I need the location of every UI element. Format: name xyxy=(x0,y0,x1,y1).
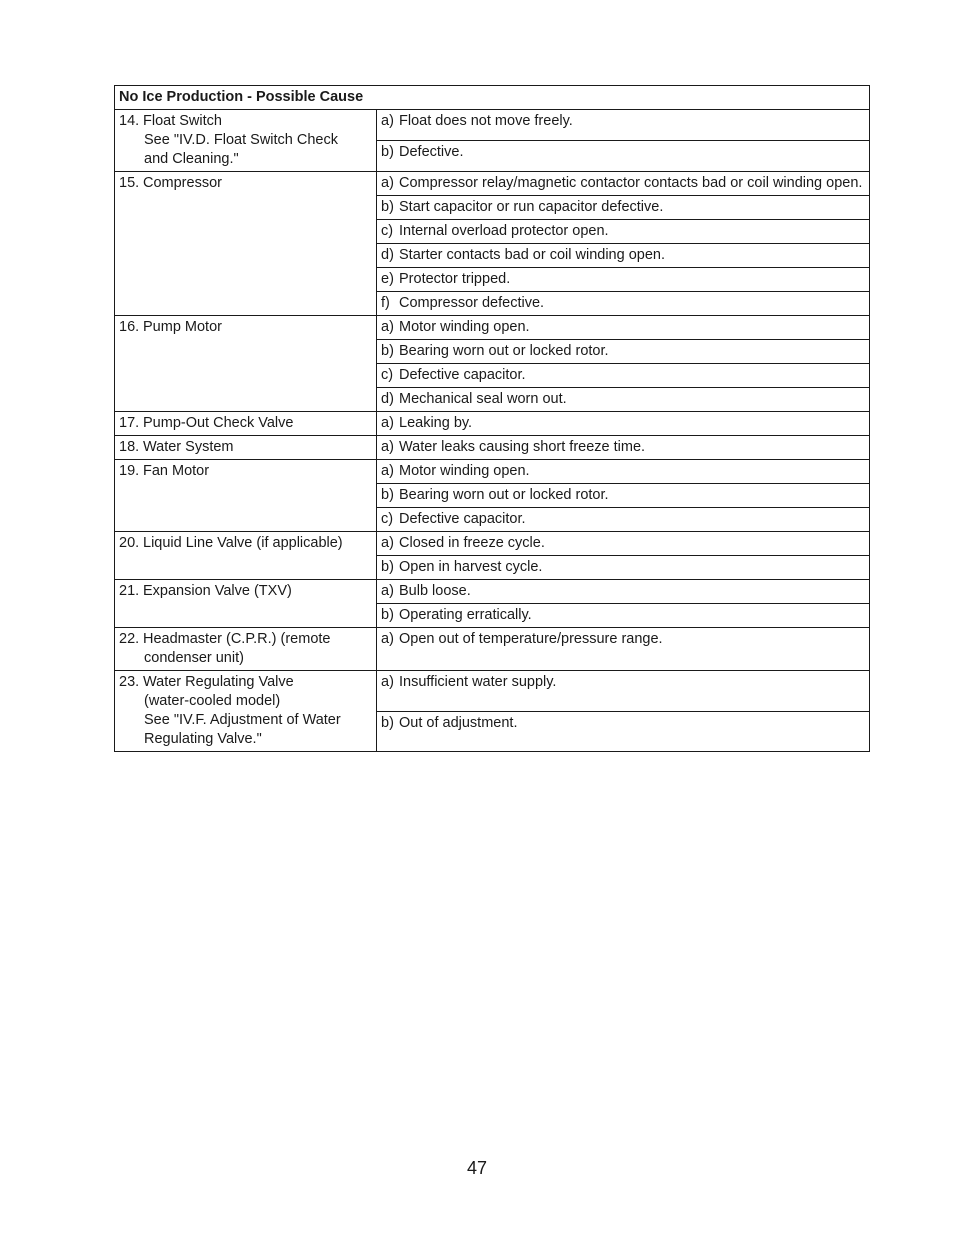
remedy-cell xyxy=(377,141,870,172)
remedy-letter: c) xyxy=(381,223,394,239)
remedy-text: Closed in freeze cycle. xyxy=(399,535,545,551)
remedy-letter: a) xyxy=(381,415,394,431)
remedy-item xyxy=(381,318,865,337)
remedy-text: Leaking by. xyxy=(399,415,473,431)
cause-cell xyxy=(115,412,377,436)
cause-cell xyxy=(115,580,377,628)
cause-number: 21. xyxy=(119,583,140,599)
remedy-item xyxy=(381,630,865,649)
cause-cell xyxy=(115,628,377,671)
cause-cell xyxy=(115,460,377,532)
cause-cell xyxy=(115,110,377,172)
remedy-text: Protector tripped. xyxy=(399,271,511,287)
cause-name: Liquid Line Valve (if applicable) xyxy=(143,535,343,551)
remedy-text: Compressor defective. xyxy=(399,295,545,311)
table-header: No Ice Production - Possible Cause xyxy=(115,86,870,110)
cause-note: (water-cooled model) xyxy=(144,693,281,709)
remedy-text: Open in harvest cycle. xyxy=(399,559,543,575)
remedy-cell xyxy=(377,388,870,412)
remedy-letter: c) xyxy=(381,511,394,527)
remedy-item xyxy=(381,112,865,131)
cause-title xyxy=(119,630,372,649)
table-row xyxy=(115,436,870,460)
remedy-text: Out of adjustment. xyxy=(399,714,518,731)
cause-cell xyxy=(115,316,377,412)
remedy-text: Starter contacts bad or coil winding open. xyxy=(399,247,665,263)
remedy-letter: a) xyxy=(381,674,394,690)
remedy-letter: d) xyxy=(381,391,394,407)
remedy-letter: b) xyxy=(381,199,394,215)
cause-number: 18. xyxy=(119,439,140,455)
cause-title xyxy=(119,582,372,601)
remedy-text: Compressor relay/magnetic contactor contacts bad or coil winding open. xyxy=(399,175,863,191)
remedy-text: Operating erratically. xyxy=(399,607,532,623)
cause-name: Compressor xyxy=(143,175,222,191)
remedy-letter: d) xyxy=(381,247,394,263)
cause-title xyxy=(119,112,372,131)
cause-number: 17. xyxy=(119,415,140,431)
remedy-item xyxy=(381,198,865,217)
remedy-cell xyxy=(377,460,870,484)
remedy-item xyxy=(381,414,865,433)
remedy-letter: b) xyxy=(381,487,394,503)
remedy-letter: b) xyxy=(381,714,394,731)
cause-title xyxy=(119,318,372,337)
remedy-cell xyxy=(377,580,870,604)
remedy-letter: a) xyxy=(381,175,394,191)
cause-name: Float Switch xyxy=(143,113,222,129)
cause-cell xyxy=(115,436,377,460)
cause-note: condenser unit) xyxy=(144,650,244,666)
remedy-letter: b) xyxy=(381,559,394,575)
remedy-text: Start capacitor or run capacitor defective. xyxy=(399,199,664,215)
remedy-item xyxy=(381,673,865,692)
table-header-row xyxy=(115,86,870,110)
cause-cell xyxy=(115,172,377,316)
remedy-text: Water leaks causing short freeze time. xyxy=(399,439,646,455)
remedy-item xyxy=(381,558,865,577)
remedy-item xyxy=(381,714,865,733)
cause-number: 19. xyxy=(119,463,140,479)
remedy-item xyxy=(381,143,865,162)
remedy-item xyxy=(381,294,865,313)
remedy-text: Bearing worn out or locked rotor. xyxy=(399,487,609,503)
table-row xyxy=(115,460,870,484)
page-number: 47 xyxy=(466,1158,488,1178)
cause-note: See "IV.F. Adjustment of Water xyxy=(144,712,341,728)
remedy-text: Defective capacitor. xyxy=(399,367,526,383)
remedy-cell xyxy=(377,244,870,268)
table-row xyxy=(115,671,870,712)
remedy-cell xyxy=(377,484,870,508)
cause-number: 22. xyxy=(119,631,140,647)
table-row xyxy=(115,316,870,340)
remedy-letter: a) xyxy=(381,535,394,551)
remedy-item xyxy=(381,510,865,529)
remedy-cell xyxy=(377,110,870,141)
remedy-item xyxy=(381,342,865,361)
remedy-item xyxy=(381,486,865,505)
remedy-cell xyxy=(377,436,870,460)
cause-title xyxy=(119,438,372,457)
remedy-item xyxy=(381,246,865,265)
cause-note: See "IV.D. Float Switch Check xyxy=(144,132,339,148)
cause-cell xyxy=(115,532,377,580)
cause-name: Headmaster (C.P.R.) (remote xyxy=(143,631,331,647)
remedy-letter: a) xyxy=(381,319,394,335)
remedy-cell xyxy=(377,628,870,671)
remedy-item xyxy=(381,534,865,553)
remedy-letter: a) xyxy=(381,113,394,129)
remedy-text: Open out of temperature/pressure range. xyxy=(399,631,663,647)
cause-number: 23. xyxy=(119,674,140,690)
remedy-cell xyxy=(377,604,870,628)
remedy-item xyxy=(381,366,865,385)
remedy-cell xyxy=(377,556,870,580)
table-row xyxy=(115,580,870,604)
remedy-letter: f) xyxy=(381,295,390,311)
cause-name: Water System xyxy=(143,439,234,455)
cause-name: Expansion Valve (TXV) xyxy=(143,583,292,599)
remedy-text: Mechanical seal worn out. xyxy=(399,391,567,407)
remedy-letter: b) xyxy=(381,343,394,359)
remedy-item xyxy=(381,222,865,241)
remedy-cell xyxy=(377,508,870,532)
remedy-letter: a) xyxy=(381,631,394,647)
remedy-item xyxy=(381,582,865,601)
cause-cell xyxy=(115,671,377,752)
remedy-text: Motor winding open. xyxy=(399,319,530,335)
remedy-item xyxy=(381,174,865,193)
remedy-letter: c) xyxy=(381,367,394,383)
remedy-letter: a) xyxy=(381,439,394,455)
remedy-item xyxy=(381,438,865,457)
remedy-cell xyxy=(377,340,870,364)
remedy-text: Bearing worn out or locked rotor. xyxy=(399,343,609,359)
troubleshooting-table xyxy=(114,85,870,752)
remedy-item xyxy=(381,606,865,625)
remedy-text: Internal overload protector open. xyxy=(399,223,609,239)
remedy-cell xyxy=(377,671,870,712)
cause-title xyxy=(119,174,372,193)
remedy-text: Bulb loose. xyxy=(399,583,471,599)
cause-number: 14. xyxy=(119,113,140,129)
remedy-text: Defective capacitor. xyxy=(399,511,526,527)
cause-note: and Cleaning." xyxy=(144,151,239,167)
cause-name: Pump Motor xyxy=(143,319,222,335)
remedy-cell xyxy=(377,364,870,388)
cause-title xyxy=(119,414,372,433)
remedy-cell xyxy=(377,711,870,752)
remedy-item xyxy=(381,390,865,409)
remedy-text: Float does not move freely. xyxy=(399,113,573,129)
remedy-letter: e) xyxy=(381,271,394,287)
remedy-text: Motor winding open. xyxy=(399,463,530,479)
remedy-letter: b) xyxy=(381,144,394,160)
cause-title xyxy=(119,534,372,553)
cause-number: 20. xyxy=(119,535,140,551)
table-row xyxy=(115,532,870,556)
remedy-cell xyxy=(377,412,870,436)
remedy-cell xyxy=(377,292,870,316)
remedy-cell xyxy=(377,268,870,292)
remedy-letter: a) xyxy=(381,583,394,599)
remedy-cell xyxy=(377,220,870,244)
remedy-text: Defective. xyxy=(399,144,464,160)
cause-number: 16. xyxy=(119,319,140,335)
table-row xyxy=(115,628,870,671)
table-row xyxy=(115,412,870,436)
cause-title xyxy=(119,673,372,692)
table-body xyxy=(115,110,870,752)
table-row xyxy=(115,172,870,196)
cause-name: Water Regulating Valve xyxy=(143,674,294,690)
cause-title xyxy=(119,462,372,481)
remedy-letter: a) xyxy=(381,463,394,479)
remedy-cell xyxy=(377,196,870,220)
remedy-cell xyxy=(377,172,870,196)
cause-number: 15. xyxy=(119,175,140,191)
cause-name: Fan Motor xyxy=(143,463,210,479)
cause-note: Regulating Valve." xyxy=(144,731,262,747)
remedy-letter: b) xyxy=(381,607,394,623)
table-row xyxy=(115,110,870,141)
remedy-cell xyxy=(377,532,870,556)
remedy-item xyxy=(381,270,865,289)
remedy-item xyxy=(381,462,865,481)
remedy-cell xyxy=(377,316,870,340)
cause-name: Pump-Out Check Valve xyxy=(143,415,294,431)
remedy-text: Insufficient water supply. xyxy=(399,674,557,690)
